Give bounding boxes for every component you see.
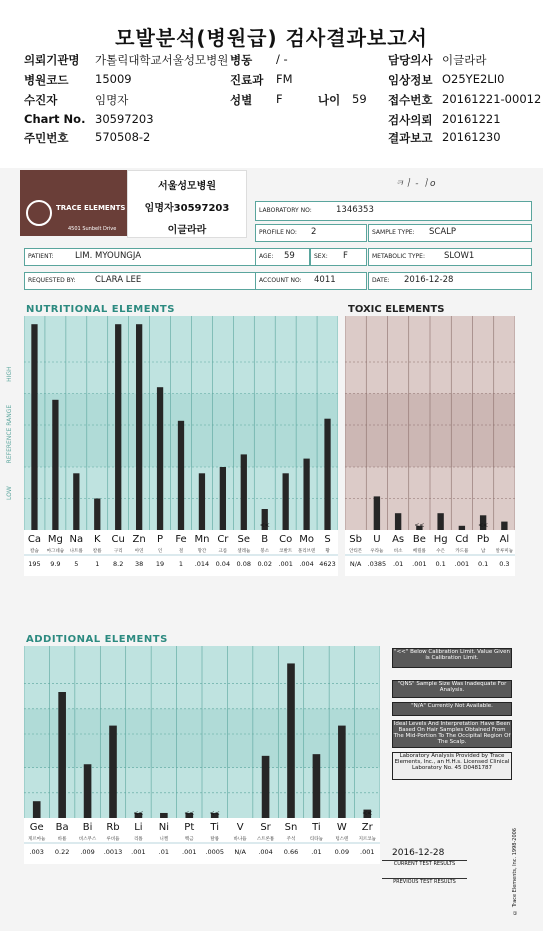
element-value: 0.3 [499,560,510,568]
note-na: "N/A" Currently Not Available. [392,702,512,716]
header-value: 30597203 [95,112,154,126]
additional-panel [24,646,380,864]
metabolic-label: METABOLIC TYPE: [372,253,425,260]
header-value: 570508-2 [95,130,151,144]
element-symbol: Sb [349,534,362,545]
header-value: 15009 [95,72,132,86]
header-key: 병동 [230,53,253,67]
header-key: 담당의사 [388,53,433,67]
element-korean-name: 망간 [197,549,207,554]
below-limit-mark: << [478,522,489,529]
bar-s [324,419,330,530]
element-symbol: Mn [194,534,210,545]
element-korean-name: 마그네슘 [46,549,65,554]
header-value: F [276,92,283,106]
lab-report-scan [0,168,543,931]
header-value: 임명자 [95,93,129,107]
element-value: 8.2 [113,560,124,568]
element-korean-name: 칼슘 [30,549,39,554]
element-korean-name: 나트륨 [69,549,83,554]
copyright: © Trace Elements, Inc. 1998-2006 [512,828,518,915]
note-qns: "QNS" Sample Size Was Inadequate For Analysis. [392,680,512,698]
note-below-limit: "<<" Below Calibration Limit. Value Given is Calibration Limit. [392,648,512,668]
bar-se [241,454,247,530]
element-value: .001 [131,848,146,856]
bar-ti [313,754,321,818]
element-value: 1 [95,560,100,568]
element-value: .001 [454,560,470,568]
bar-ge [33,801,41,818]
element-korean-name: 붕소 [260,549,270,554]
element-symbol: Zn [132,534,146,545]
patient-label: PATIENT: [28,253,54,260]
element-symbol: Li [134,822,143,833]
element-korean-name: 크롬 [218,549,228,554]
element-value: N/A [349,560,362,568]
report-title: 모발분석(병원급) 검사결과보고서 [115,26,428,50]
footer-date: 2016-12-28 [392,848,445,858]
date-label: DATE: [372,277,390,284]
header-key: 결과보고 [388,131,433,145]
element-value: 0.22 [54,848,70,856]
range-ref: REFERENCE RANGE [6,404,13,464]
sticker-hospital: 서울성모병원 [158,181,216,192]
toxic-chart [345,316,515,576]
bar-as [395,513,401,530]
element-value: .01 [392,560,404,568]
element-symbol: Pb [476,534,490,545]
header-key: 나이 [318,93,341,107]
header-value: 가톨릭대학교서울성모병원 [95,53,229,67]
element-symbol: Mg [47,534,63,545]
bar-cu [115,324,121,530]
footer-current: CURRENT TEST RESULTS [382,860,467,867]
element-korean-name: 칼륨 [92,549,102,554]
element-value: 38 [134,560,144,568]
bar-k [94,499,100,531]
sticker-patient-code: 임명자30597203 [144,203,230,214]
nutritional-title: NUTRITIONAL ELEMENTS [26,304,175,315]
range-high: HIGH [6,366,13,382]
element-korean-name: 주석 [286,837,296,842]
element-value: .0385 [367,560,387,568]
date-box [368,272,532,290]
element-value: .014 [194,560,210,568]
element-value: 0.08 [236,560,252,568]
below-limit-mark: << [184,810,195,817]
hospital-sticker [127,170,247,238]
element-value: .003 [29,848,44,856]
account-value: 4011 [314,275,336,285]
header-key: 접수번호 [388,93,433,107]
element-value: 0.09 [334,848,350,856]
element-symbol: B [261,534,269,545]
bar-ba [58,692,66,818]
below-limit-mark: << [414,522,425,529]
element-value: 0.02 [257,560,272,568]
element-korean-name: 베릴륨 [412,549,426,554]
toxic-panel [345,316,515,576]
element-symbol: Ca [27,534,42,545]
bar-cd [459,526,465,530]
element-korean-name: 게르마늄 [28,837,46,842]
bar-fe [178,421,184,530]
element-korean-name: 우라늄 [370,549,384,554]
element-korean-name: 알루미늄 [495,549,514,554]
below-limit-mark: << [209,810,220,817]
header-key: 주민번호 [24,131,69,145]
header-key: 성별 [230,93,253,107]
age-label: AGE: [259,253,274,260]
element-symbol: Be [412,534,426,545]
account-box [255,272,367,290]
element-korean-name: 스트론튬 [256,837,275,842]
sample-type-value: SCALP [429,227,457,237]
element-symbol: Sn [284,822,298,833]
element-value: .004 [258,848,273,856]
element-korean-name: 바륨 [57,837,67,842]
element-symbol: K [93,534,101,545]
element-symbol: Rb [106,822,120,833]
element-value: 0.66 [283,848,299,856]
date-value: 2016-12-28 [404,275,454,285]
bar-bi [84,764,92,818]
age-value: 59 [284,251,295,261]
profile-value: 2 [311,227,317,237]
element-korean-name: 황 [325,549,330,554]
element-symbol: Mo [299,534,314,545]
bar-mg [52,400,58,530]
sample-type-box [368,224,532,242]
element-value: .001 [360,848,375,856]
element-korean-name: 티타늄 [309,837,323,842]
element-symbol: Cu [111,534,125,545]
element-symbol: Bi [82,822,93,833]
element-symbol: S [324,534,331,545]
element-value: .0005 [205,848,225,856]
element-symbol: Ge [29,822,44,833]
element-value: 19 [155,560,165,568]
element-value: .001 [278,560,293,568]
element-value: .001 [182,848,197,856]
element-symbol: Na [69,534,84,545]
below-limit-mark: << [362,810,373,817]
profile-label: PROFILE NO: [259,229,297,236]
element-korean-name: 인 [157,549,163,554]
element-korean-name: 카드뮴 [455,549,469,554]
lab-address: 4501 Sunbelt Drive [68,226,117,232]
age-box [255,248,310,266]
bar-mo [303,459,309,530]
additional-title: ADDITIONAL ELEMENTS [26,634,168,645]
nutritional-panel [24,316,338,576]
element-korean-name: 니켈 [159,837,169,842]
element-value: .004 [299,560,314,568]
bar-sn [287,663,295,818]
bar-w [338,726,346,818]
element-korean-name: 몰리브덴 [297,549,316,554]
header-key: 수진자 [24,93,58,107]
element-symbol: Al [499,534,510,545]
element-korean-name: 셀레늄 [237,549,251,554]
bar-ni [160,813,168,818]
bar-hg [437,513,443,530]
element-symbol: As [392,534,405,545]
element-value: .009 [80,848,95,856]
element-korean-name: 탈륨 [210,837,220,842]
header-key: 검사의뢰 [388,113,433,127]
element-symbol: Hg [433,534,448,545]
element-symbol: Fe [175,534,187,545]
globe-logo-icon [26,200,52,226]
element-symbol: Pt [184,822,195,833]
element-korean-name: 아연 [134,549,144,554]
lab-logo-block [20,170,130,236]
header-value: O25YE2LI0 [442,72,505,86]
element-value: N/A [234,848,246,856]
account-label: ACCOUNT NO: [259,277,302,284]
element-korean-name: 바나듐 [233,837,247,842]
metabolic-box [368,248,532,266]
element-symbol: V [236,822,244,833]
element-symbol: Ti [210,822,220,833]
header-value: 이글라라 [442,53,487,67]
element-korean-name: 수은 [436,549,445,554]
element-value: .01 [158,848,170,856]
lab-no-value: 1346353 [336,205,374,215]
header-value: FM [276,72,293,86]
element-symbol: Cr [217,534,229,545]
header-value: 20161221-00012 [442,92,542,106]
metabolic-value: SLOW1 [444,251,475,261]
lab-no-box [255,201,532,221]
lab-name: TRACE ELEMENTS [56,204,126,212]
bar-cr [220,467,226,530]
element-symbol: U [373,534,381,545]
below-limit-mark: << [133,810,144,817]
element-value: 0.04 [215,560,231,568]
element-symbol: Co [279,534,293,545]
header-value: / - [276,52,288,66]
element-value: 5 [74,560,79,568]
header-key: 진료과 [230,73,264,87]
nutritional-chart [24,316,338,576]
bar-ca [31,324,37,530]
lab-no-label: LABORATORY NO: [259,207,312,214]
header-key: Chart No. [24,112,86,126]
requested-box [24,272,256,290]
element-value: 1 [178,560,184,568]
requested-value: CLARA LEE [95,275,142,285]
element-symbol: Cd [455,534,469,545]
element-value: 195 [28,560,41,568]
requested-label: REQUESTED BY: [28,277,76,284]
toxic-title: TOXIC ELEMENTS [348,304,445,315]
sticker-doctor: 이글라라 [167,225,207,236]
element-value: .01 [311,848,322,856]
patient-box [24,248,256,266]
element-korean-name: 텅스텐 [335,837,349,842]
element-symbol: W [336,822,347,833]
element-value: .001 [412,560,427,568]
element-korean-name: 철 [178,549,184,554]
bar-co [283,473,289,530]
handwritten-note: ㅋㅣ - ㅣo [395,179,436,189]
sex-box [310,248,367,266]
patient-value: LIM. MYOUNGJA [75,251,142,261]
additional-chart [24,646,380,864]
sex-label: SEX: [314,253,328,260]
element-korean-name: 리튬 [134,837,143,842]
bar-al [501,522,507,530]
nutritional-range-axis [6,328,20,538]
header-value: 20161230 [442,130,501,144]
sex-value: F [343,251,348,261]
bar-p [157,387,163,530]
element-symbol: Se [237,534,251,545]
element-korean-name: 비소 [393,549,403,554]
element-symbol: Sr [260,822,271,833]
element-korean-name: 백금 [184,837,194,842]
sample-type-label: SAMPLE TYPE: [372,229,415,236]
element-value: 4623 [319,560,336,568]
header-key: 임상정보 [388,73,433,87]
element-value: 0.1 [435,560,446,568]
header-value: 20161221 [442,112,501,126]
element-symbol: Ti [312,822,321,833]
element-korean-name: 안티몬 [349,549,363,554]
bar-na [73,473,79,530]
element-korean-name: 구리 [113,549,123,554]
bar-u [374,496,380,530]
element-value: .0013 [103,848,123,856]
element-symbol: Ni [158,822,169,833]
bar-sr [262,756,270,818]
element-symbol: Zr [361,822,373,833]
header-value: 59 [352,92,367,106]
element-korean-name: 코발트 [279,549,293,554]
bar-mn [199,473,205,530]
element-korean-name: 비스무스 [78,837,97,842]
element-symbol: P [157,534,164,545]
element-korean-name: 납 [480,549,486,554]
element-value: 9.9 [50,560,61,568]
header-key: 병원코드 [24,73,69,87]
range-low: LOW [6,485,13,500]
bar-rb [109,726,117,818]
below-limit-mark: << [259,522,270,529]
bar-zn [136,324,142,530]
element-symbol: Ba [55,822,69,833]
element-value: 0.1 [477,560,489,568]
element-korean-name: 루비듐 [106,837,120,842]
profile-box [255,224,367,242]
note-ideal-levels: Ideal Levels And Interpretation Have Been Based On Hair Samples Obtained From The Mid-Portion To The Occipital Region Of The Scalp. [392,720,512,748]
element-korean-name: 지르코늄 [358,837,376,842]
footer-previous: PREVIOUS TEST RESULTS [382,878,467,885]
note-lab-analysis: Laboratory Analysis Provided by Trace Elements, Inc., an H.H.s. Licensed Clinical Laboratory No. 45 D0481787 [392,752,512,780]
header-key: 의뢰기관명 [24,53,80,67]
